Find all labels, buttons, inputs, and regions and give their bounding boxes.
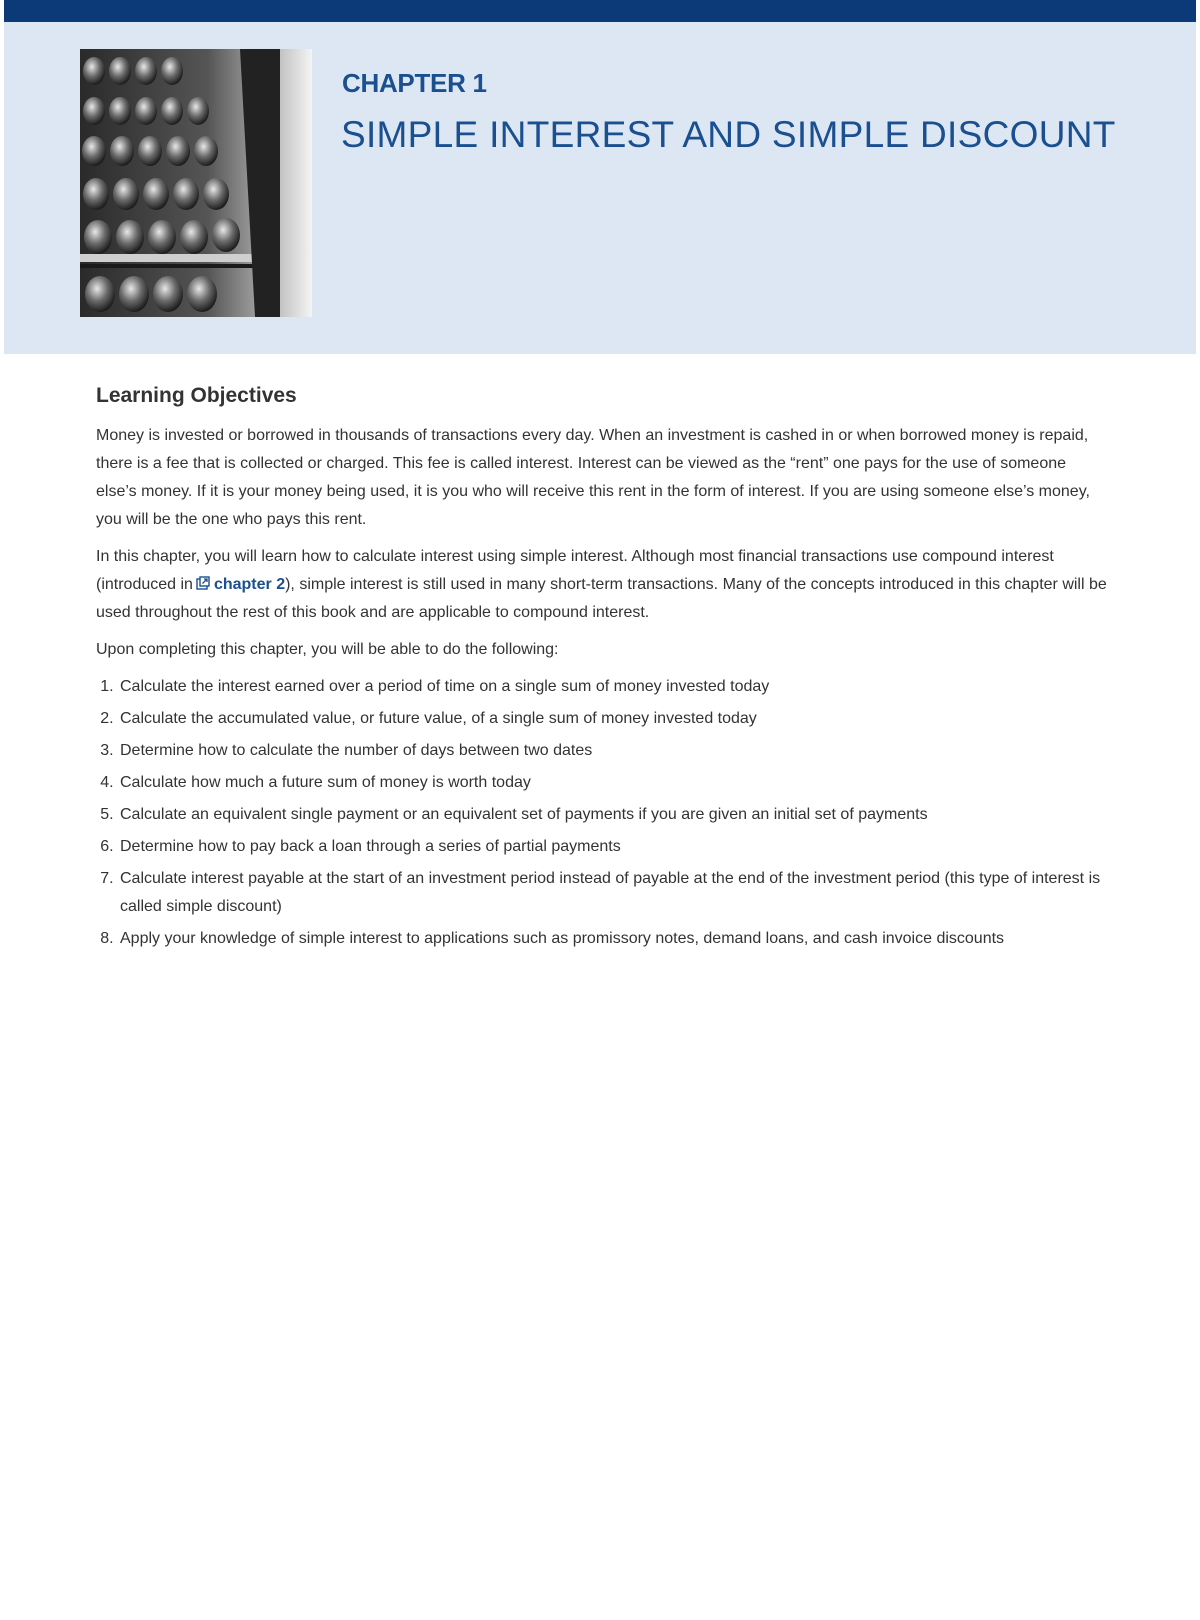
external-link-icon — [196, 576, 210, 590]
objective-item: 3. Determine how to calculate the number of days between two dates — [118, 737, 1108, 765]
paragraph-text: ), simple interest is still used in many short-term transactions. Many of the concepts introduced in this chapter will be used throughout the rest of this book and are applicable to compound interest. — [96, 576, 1107, 621]
chapter-2-link[interactable]: chapter 2 — [213, 576, 286, 593]
chapter-header — [4, 22, 1196, 354]
top-accent-bar — [4, 0, 1196, 22]
objective-item: 8. Apply your knowledge of simple interest to applications such as promissory notes, demand loans, and cash invoice discounts — [118, 925, 1108, 953]
section-heading: Learning Objectives — [96, 384, 297, 407]
chapter-overview-paragraph — [96, 543, 1108, 627]
objectives-list — [96, 673, 1108, 953]
objective-item: 7. Calculate interest payable at the start of an investment period instead of payable at the end of the investment period (this type of interest is called simple discount) — [118, 865, 1108, 921]
objectives-intro: Upon completing this chapter, you will be able to do the following: — [96, 641, 559, 658]
paragraph-text: In this chapter, you will learn how to calculate interest using simple interest. Although most financial transactions use compound interest (introduced in — [96, 548, 1054, 593]
objective-item: 2. Calculate the accumulated value, or future value, of a single sum of money invested today — [118, 705, 1108, 733]
objective-item: 6. Determine how to pay back a loan through a series of partial payments — [118, 833, 1108, 861]
abacus-photo-icon — [80, 49, 312, 317]
objective-item: 5. Calculate an equivalent single payment or an equivalent set of payments if you are given an initial set of payments — [118, 801, 1108, 829]
chapter-title: SIMPLE INTEREST AND SIMPLE DISCOUNT — [341, 114, 1116, 155]
chapter-label: CHAPTER 1 — [342, 68, 487, 98]
learning-objectives-section — [96, 384, 1108, 957]
intro-paragraph: Money is invested or borrowed in thousands of transactions every day. When an investment is cashed in or when borrowed money is repaid, there is a fee that is collected or charged. This fee is called interest. Interest can be viewed as the “rent” one pays for the use of someone else’s money. If it is your money being used, it is you who will receive this rent in the form of interest. If you are using someone else’s money, you will be the one who pays this rent. — [96, 427, 1090, 528]
objective-item: 4. Calculate how much a future sum of money is worth today — [118, 769, 1108, 797]
objective-item: 1. Calculate the interest earned over a period of time on a single sum of money invested today — [118, 673, 1108, 701]
